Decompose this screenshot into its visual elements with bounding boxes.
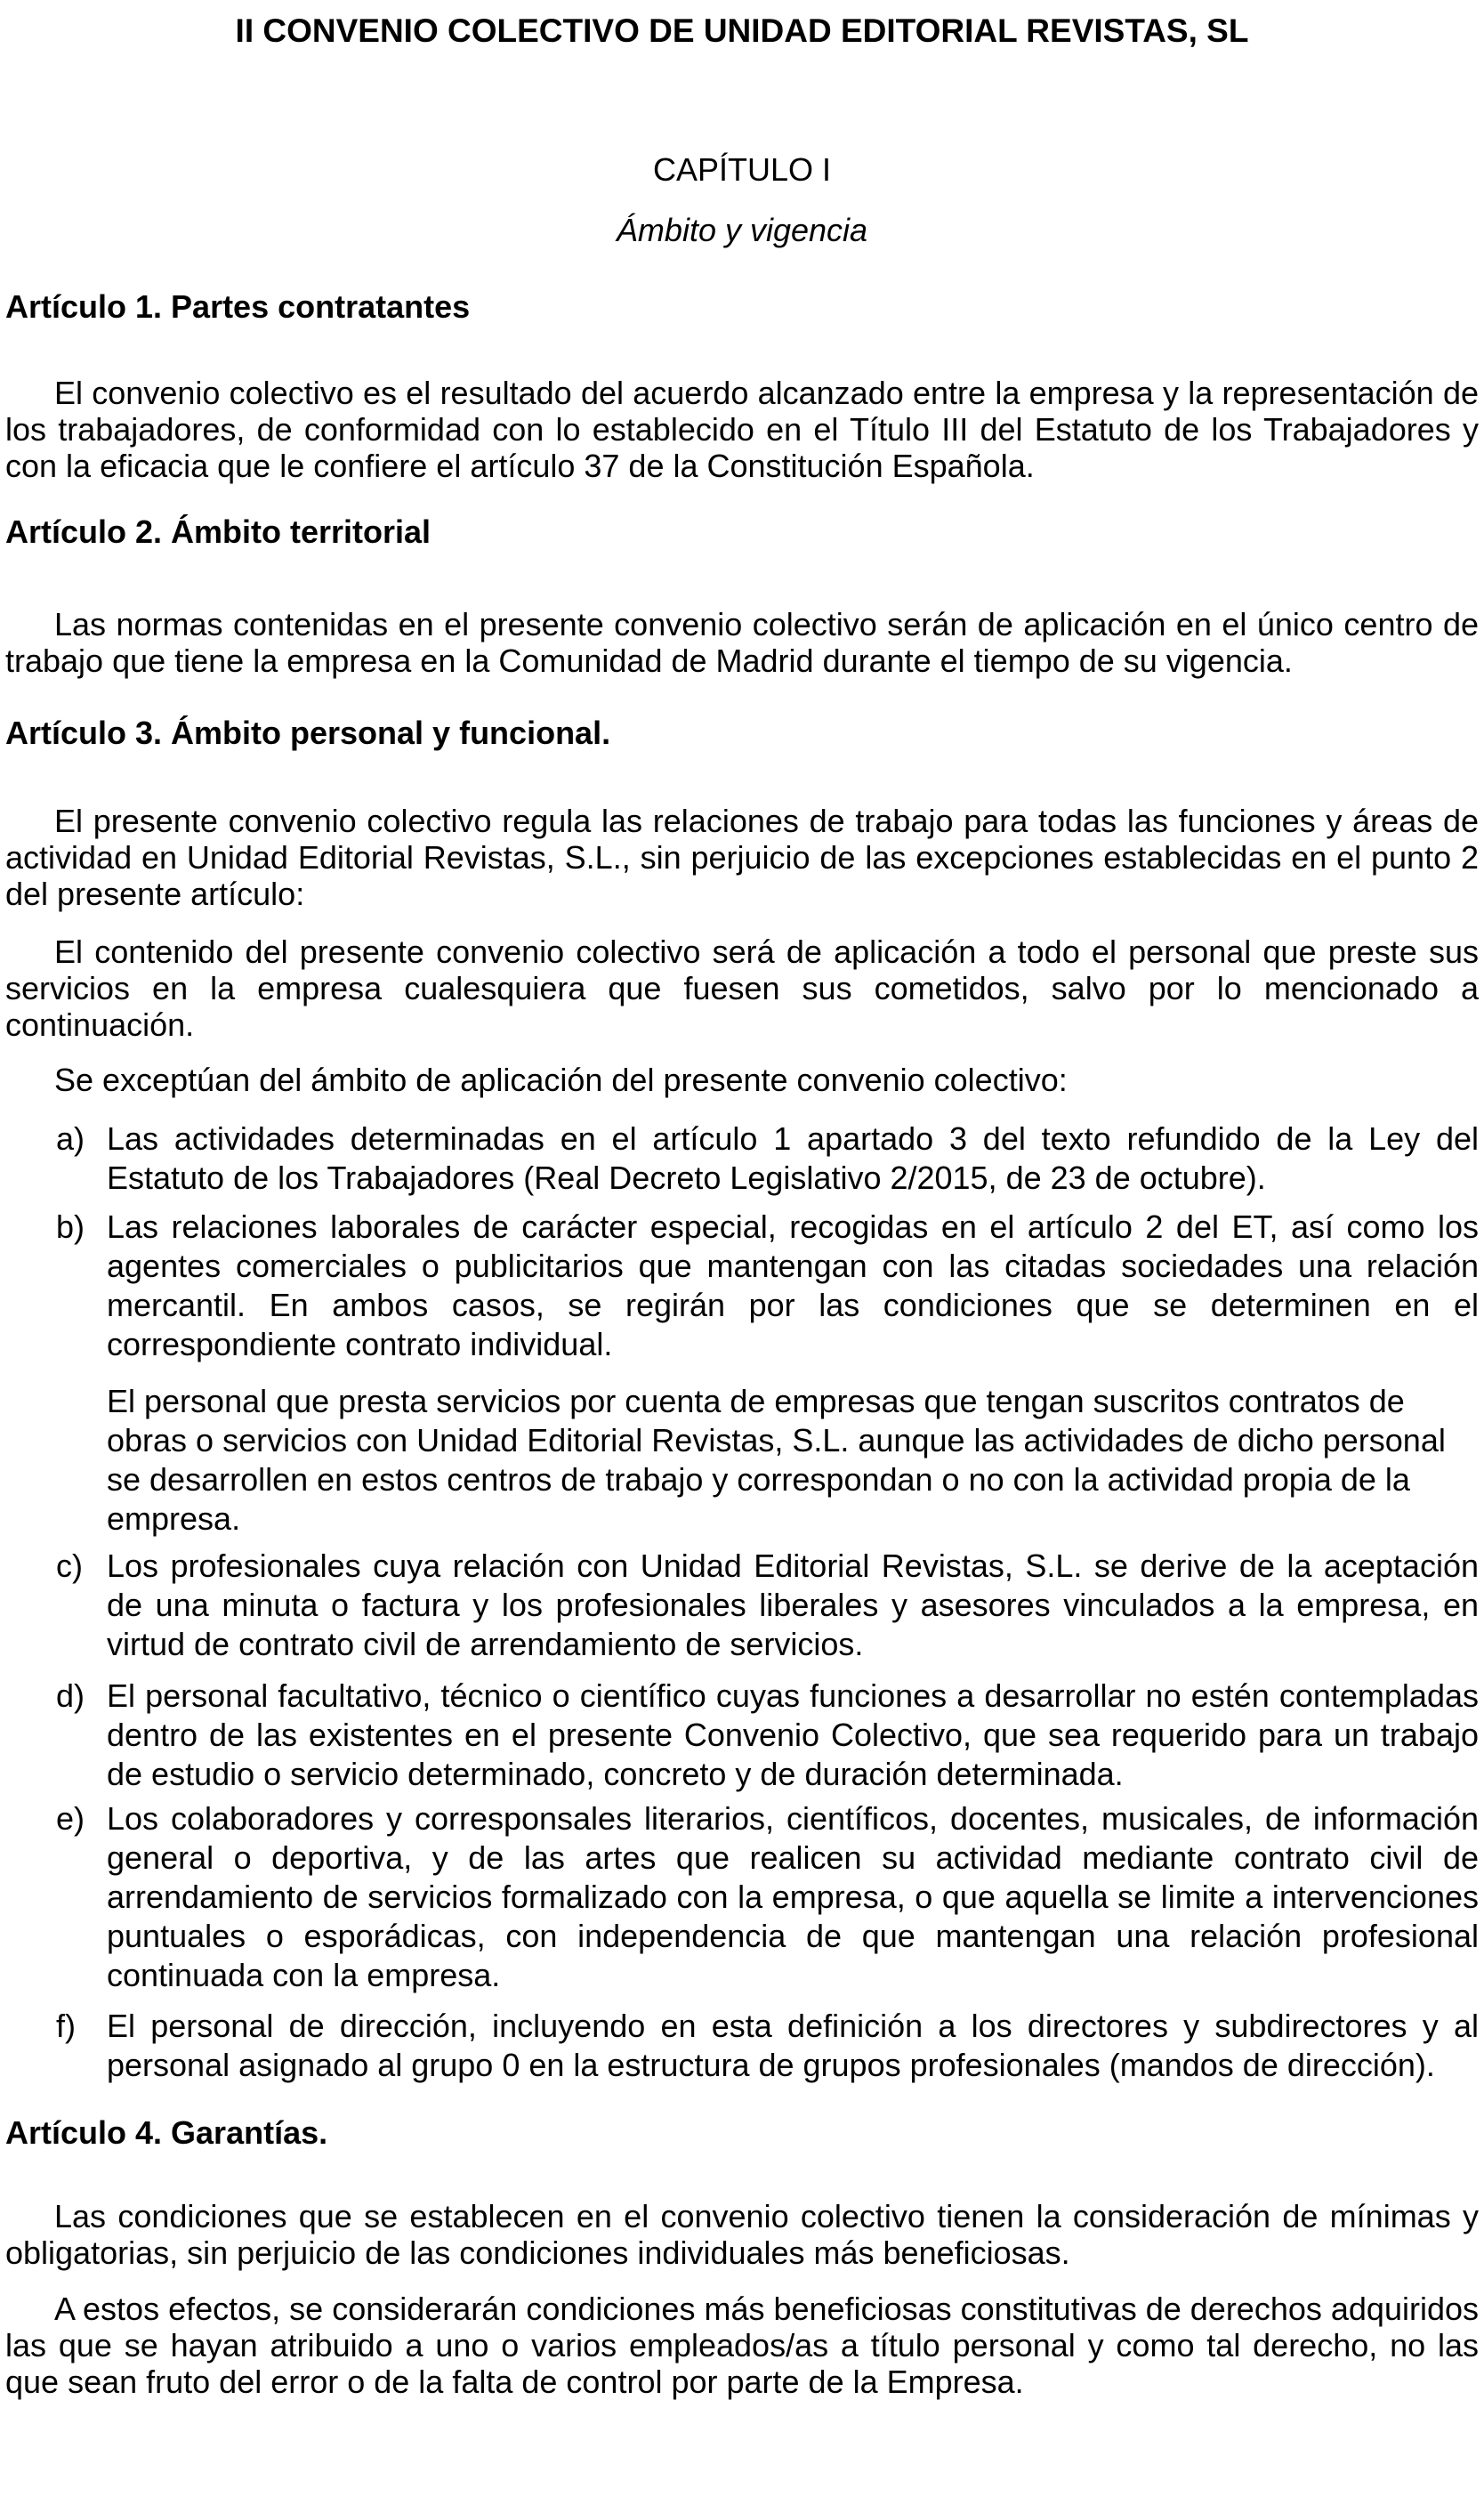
exception-marker-a: a) — [56, 1120, 85, 1157]
exception-item-c — [5, 1547, 1479, 1664]
document-title: II CONVENIO COLECTIVO DE UNIDAD EDITORIAL REVISTAS, SL — [235, 12, 1249, 49]
article-1-heading: Artículo 1. Partes contratantes — [5, 288, 471, 325]
exception-marker-d: d) — [56, 1677, 85, 1714]
article-1-paragraph-1: El convenio colectivo es el resultado del acuerdo alcanzado entre la empresa y la representación de los trabajadores, de conformidad con lo establecido en el Título III del Estatuto de los Trabajadores y con la eficacia que le confiere el artículo 37 de la Constitución Española. — [5, 375, 1479, 484]
exception-marker-f: f) — [56, 2008, 76, 2044]
chapter-subtitle: Ámbito y vigencia — [616, 212, 868, 248]
article-3-paragraph-1: El presente convenio colectivo regula las relaciones de trabajo para todas las funciones y áreas de actividad en Unidad Editorial Revistas, S.L., sin perjuicio de las excepciones establecidas en el punto 2 del presente artículo: — [5, 803, 1479, 912]
chapter-heading: CAPÍTULO I — [652, 151, 832, 188]
exception-marker-c: c) — [56, 1547, 83, 1584]
exception-text-a: Las actividades determinadas en el artículo 1 apartado 3 del texto refundido de la Ley del Estatuto de los Trabajadores (Real Decreto Legislativo 2/2015, de 23 de octubre). — [107, 1120, 1479, 1196]
article-4-heading: Artículo 4. Garantías. — [5, 2114, 328, 2151]
article-3-paragraph-3: Se exceptúan del ámbito de aplicación del presente convenio colectivo: — [54, 1062, 1068, 1098]
article-2-paragraph-1: Las normas contenidas en el presente convenio colectivo serán de aplicación en el único centro de trabajo que tiene la empresa en la Comunidad de Madrid durante el tiempo de su vigencia. — [5, 606, 1479, 679]
exception-item-f — [5, 2007, 1479, 2085]
exception-item-d — [5, 1677, 1479, 1794]
article-4-paragraph-2: A estos efectos, se considerarán condiciones más beneficiosas constitutivas de derechos adquiridos las que se hayan atribuido a uno o varios empleados/as a título personal y como tal derecho, no las que sean fruto del error o de la falta de control por parte de la Empresa. — [5, 2291, 1479, 2400]
exception-marker-b: b) — [56, 1208, 85, 1245]
article-3-heading: Artículo 3. Ámbito personal y funcional. — [5, 715, 611, 751]
exception-text-c: Los profesionales cuya relación con Unidad Editorial Revistas, S.L. se derive de la aceptación de una minuta o factura y los profesionales liberales y asesores vinculados a la empresa, en virtud de contrato civil de arrendamiento de servicios. — [107, 1547, 1479, 1662]
exception-text-b: Las relaciones laborales de carácter especial, recogidas en el artículo 2 del ET, así como los agentes comerciales o publicitarios que mantengan con las citadas sociedades una relación mercantil. En ambos casos, se regirán por las condiciones que se determinen en el correspondiente contrato individual. — [107, 1208, 1479, 1362]
exception-text-e: Los colaboradores y corresponsales literarios, científicos, docentes, musicales, de información general o deportiva, y de las artes que realicen su actividad mediante contrato civil de arrendamiento de servicios formalizado con la empresa, o que aquella se limite a intervenciones puntuales o esporádicas, con independencia de que mantengan una relación profesional continuada con la empresa. — [107, 1800, 1479, 1993]
exception-text-f: El personal de dirección, incluyendo en esta definición a los directores y subdirectores y al personal asignado al grupo 0 en la estructura de grupos profesionales (mandos de dirección). — [107, 2008, 1479, 2083]
exception-text-d: El personal facultativo, técnico o científico cuyas funciones a desarrollar no estén contempladas dentro de las existentes en el presente Convenio Colectivo, que sea requerido para un trabajo de estudio o servicio determinado, concreto y de duración determinada. — [107, 1677, 1479, 1792]
article-3-paragraph-2: El contenido del presente convenio colectivo será de aplicación a todo el personal que preste sus servicios en la empresa cualesquiera que fuesen sus cometidos, salvo por lo mencionado a continuación. — [5, 933, 1479, 1043]
exception-item-a — [5, 1119, 1479, 1198]
exception-b-addendum: El personal que presta servicios por cuenta de empresas que tengan suscritos contratos de obras o servicios con Unidad Editorial Revistas, S.L. aunque las actividades de dicho personal se desarrollen en estos centros de trabajo y correspondan o no con la actividad propia de la empresa. — [107, 1383, 1446, 1537]
exception-item-e — [5, 1799, 1479, 1995]
exception-marker-e: e) — [56, 1800, 85, 1837]
article-4-paragraph-1: Las condiciones que se establecen en el convenio colectivo tienen la consideración de mínimas y obligatorias, sin perjuicio de las condiciones individuales más beneficiosas. — [5, 2198, 1479, 2271]
exception-item-b — [5, 1208, 1479, 1364]
article-2-heading: Artículo 2. Ámbito territorial — [5, 513, 431, 550]
